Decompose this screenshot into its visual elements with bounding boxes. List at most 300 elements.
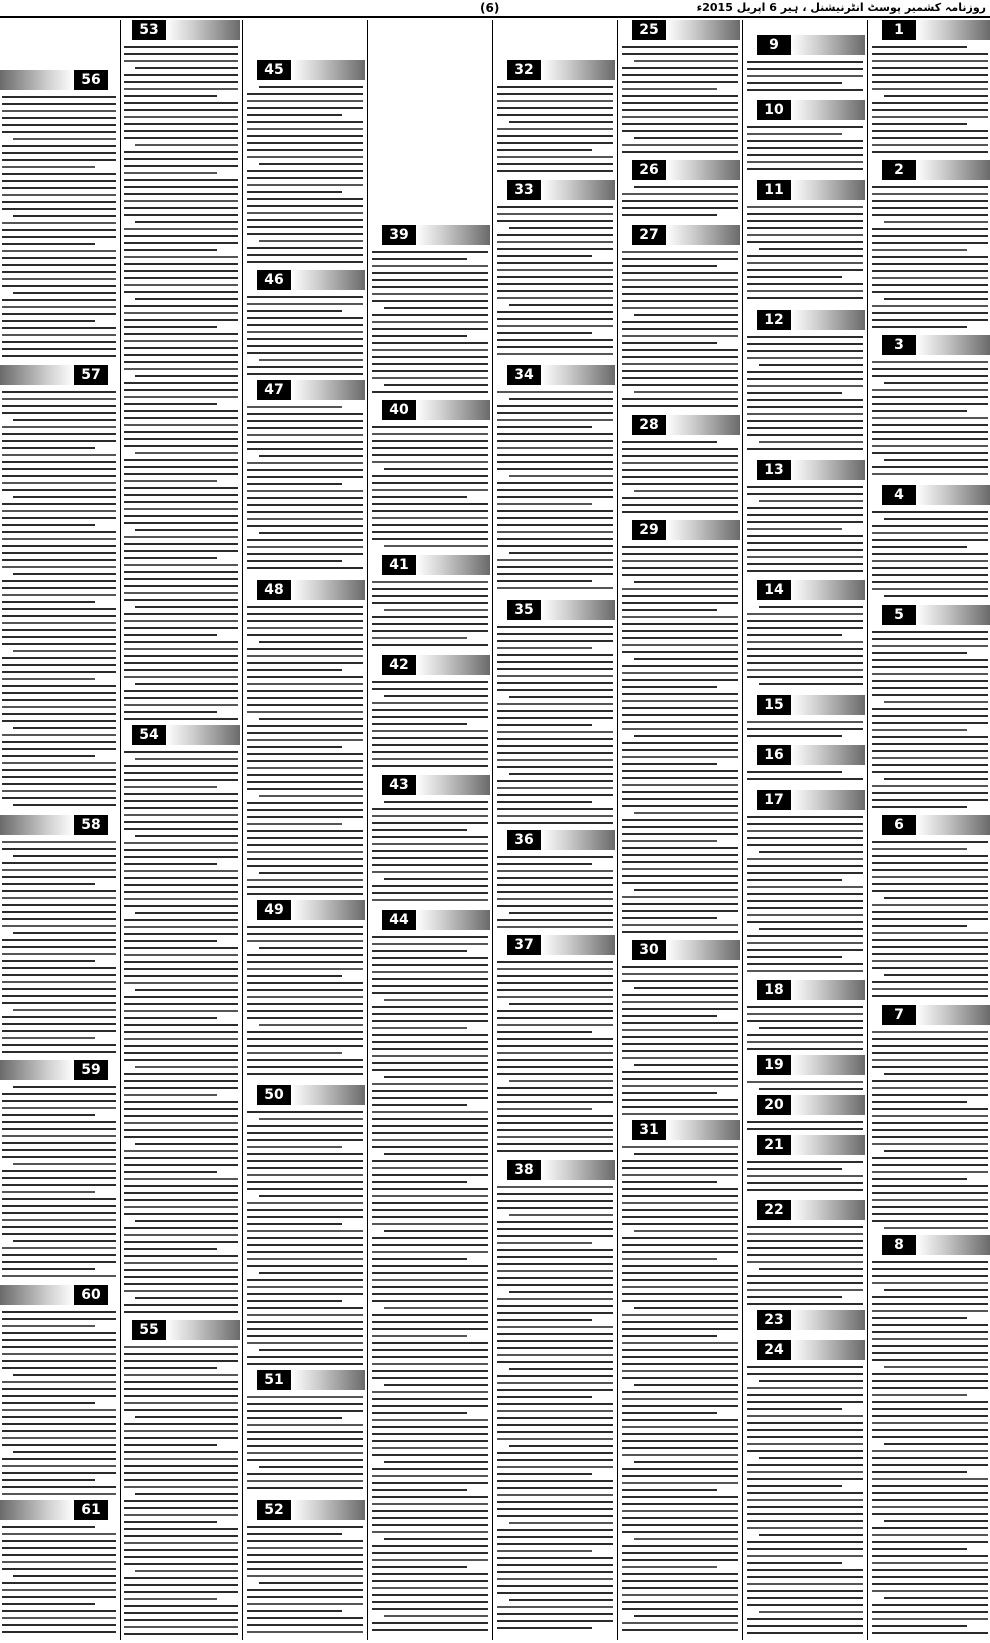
text-line: [747, 907, 863, 909]
text-line: [124, 1479, 238, 1481]
text-line: [247, 954, 363, 956]
text-line: [124, 508, 238, 510]
news-column: [620, 20, 740, 1640]
text-line: [247, 560, 342, 562]
text-line: [372, 1202, 488, 1204]
text-line: [372, 1426, 488, 1428]
news-item: [122, 725, 240, 1320]
text-line: [872, 588, 988, 590]
text-line: [622, 1015, 717, 1017]
text-line: [384, 468, 488, 470]
text-line: [124, 137, 238, 139]
text-line: [622, 1321, 738, 1323]
text-line: [747, 778, 863, 780]
text-line: [497, 1228, 613, 1230]
text-line: [872, 532, 988, 534]
text-line: [747, 1366, 863, 1368]
column-divider: [867, 20, 868, 1640]
news-item: [620, 415, 740, 520]
text-line: [124, 431, 238, 433]
item-number: 39: [382, 225, 416, 245]
text-line: [247, 156, 363, 158]
text-line: [247, 226, 363, 228]
text-line: [372, 300, 488, 302]
text-line: [872, 466, 988, 468]
text-line: [622, 1113, 738, 1115]
body-text-lines: [622, 1146, 738, 1640]
text-line: [124, 1276, 238, 1278]
text-line: [634, 1615, 738, 1617]
item-number-tag: [257, 1370, 365, 1390]
text-line: [872, 925, 967, 927]
text-line: [124, 403, 217, 405]
text-line: [747, 1513, 863, 1515]
item-number-tag: [632, 160, 740, 180]
text-line: [124, 1486, 238, 1488]
text-line: [497, 919, 613, 921]
text-line: [872, 1373, 988, 1375]
text-line: [372, 1111, 488, 1113]
news-item: [370, 555, 490, 655]
body-text-lines: [747, 1121, 863, 1135]
gradient-bar-icon: [291, 1500, 365, 1520]
text-line: [247, 107, 363, 109]
text-line: [872, 1492, 988, 1494]
news-column: [122, 20, 240, 1640]
text-line: [872, 1268, 988, 1270]
text-line: [497, 454, 613, 456]
text-line: [2, 250, 116, 252]
text-line: [622, 1195, 738, 1197]
text-line: [622, 1349, 738, 1351]
item-number-tag: [882, 485, 990, 505]
text-line: [622, 349, 738, 351]
body-text-lines: [247, 606, 363, 900]
text-line: [622, 854, 738, 856]
text-line: [622, 693, 738, 695]
text-line: [622, 1468, 738, 1470]
text-line: [384, 1307, 488, 1309]
text-line: [497, 1319, 592, 1321]
text-line: [497, 1186, 613, 1188]
text-line: [2, 967, 116, 969]
text-line: [634, 987, 738, 989]
text-line: [2, 1353, 116, 1355]
text-line: [497, 1143, 613, 1145]
text-line: [2, 1311, 116, 1313]
text-line: [622, 455, 738, 457]
text-line: [124, 228, 238, 230]
text-line: [622, 1188, 738, 1190]
text-line: [872, 932, 988, 934]
text-line: [2, 911, 116, 913]
text-line: [747, 1289, 863, 1291]
text-line: [872, 729, 967, 731]
text-line: [372, 370, 488, 372]
text-line: [2, 706, 116, 708]
text-line: [622, 1244, 738, 1246]
text-line: [124, 361, 238, 363]
item-number: 3: [882, 335, 916, 355]
text-line: [497, 898, 613, 900]
text-line: [124, 312, 238, 314]
text-line: [497, 745, 613, 747]
text-line: [2, 904, 116, 906]
text-line: [247, 760, 363, 762]
text-line: [747, 1436, 863, 1438]
text-line: [124, 1556, 238, 1558]
text-line: [872, 687, 988, 689]
text-line: [372, 688, 488, 690]
text-line: [2, 559, 116, 561]
text-line: [872, 431, 988, 433]
text-line: [497, 1052, 613, 1054]
text-line: [497, 587, 613, 589]
text-line: [372, 1363, 488, 1365]
text-line: [2, 517, 116, 519]
text-line: [2, 355, 116, 357]
text-line: [372, 885, 488, 887]
text-line: [747, 942, 863, 944]
text-line: [747, 140, 863, 142]
text-line: [372, 363, 488, 365]
text-line: [372, 1300, 488, 1302]
text-line: [872, 1303, 988, 1305]
text-line: [497, 276, 613, 278]
text-line: [2, 1226, 116, 1228]
text-line: [259, 641, 363, 643]
text-line: [2, 862, 116, 864]
text-line: [622, 791, 738, 793]
text-line: [372, 1020, 488, 1022]
text-line: [497, 1508, 613, 1510]
text-line: [872, 981, 988, 983]
text-line: [497, 1010, 613, 1012]
text-line: [247, 338, 363, 340]
text-line: [247, 753, 363, 755]
text-line: [247, 331, 363, 333]
text-line: [497, 982, 613, 984]
text-line: [124, 898, 238, 900]
text-line: [124, 1360, 238, 1362]
text-line: [259, 795, 363, 797]
text-line: [622, 1426, 738, 1428]
text-line: [247, 1480, 363, 1482]
text-line: [622, 1160, 738, 1162]
text-line: [13, 1086, 116, 1088]
body-text-lines: [497, 1186, 613, 1640]
text-line: [372, 1013, 488, 1015]
text-line: [2, 180, 116, 182]
text-line: [135, 452, 238, 454]
news-item: [370, 400, 490, 555]
text-line: [497, 1038, 613, 1040]
text-line: [622, 102, 738, 104]
text-line: [2, 1339, 116, 1341]
item-number-tag: [757, 460, 865, 480]
item-number-tag: [507, 1160, 615, 1180]
text-line: [247, 1321, 363, 1323]
text-line: [747, 1618, 863, 1620]
text-line: [124, 1206, 238, 1208]
text-line: [872, 560, 988, 562]
text-line: [124, 968, 238, 970]
text-line: [497, 766, 613, 768]
text-line: [372, 985, 488, 987]
item-number-tag: [757, 1310, 865, 1330]
text-line: [124, 1073, 238, 1075]
text-line: [622, 1300, 738, 1302]
text-line: [622, 81, 738, 83]
text-line: [259, 359, 363, 361]
text-line: [247, 1410, 363, 1412]
text-line: [124, 179, 238, 181]
text-line: [372, 751, 488, 753]
text-line: [622, 1601, 738, 1603]
text-line: [247, 1167, 363, 1169]
item-number-tag: [632, 20, 740, 40]
text-line: [747, 816, 863, 818]
news-item: [245, 580, 365, 900]
text-line: [759, 1027, 863, 1029]
gradient-bar-icon: [541, 1160, 615, 1180]
text-line: [872, 1548, 967, 1550]
text-line: [259, 1466, 363, 1468]
text-line: [872, 1101, 967, 1103]
item-number-tag: [257, 380, 365, 400]
text-line: [2, 841, 116, 843]
item-number: 33: [507, 180, 541, 200]
text-line: [2, 1100, 116, 1102]
text-line: [509, 227, 613, 229]
text-line: [747, 655, 863, 657]
text-line: [372, 623, 488, 625]
text-line: [2, 159, 116, 161]
text-line: [2, 734, 116, 736]
text-line: [497, 863, 592, 865]
text-line: [634, 581, 738, 583]
text-line: [372, 737, 488, 739]
text-line: [622, 1265, 738, 1267]
text-line: [2, 187, 116, 189]
text-line: [622, 1496, 738, 1498]
gradient-bar-icon: [791, 980, 865, 1000]
text-line: [747, 154, 863, 156]
text-line: [759, 1534, 863, 1536]
text-line: [2, 1416, 116, 1418]
text-line: [622, 665, 738, 667]
text-line: [247, 1575, 363, 1577]
text-line: [622, 1342, 738, 1344]
text-line: [372, 1237, 488, 1239]
news-item: [245, 1370, 365, 1500]
text-line: [372, 1356, 488, 1358]
text-line: [497, 468, 613, 470]
body-text-lines: [372, 801, 488, 910]
text-line: [872, 911, 988, 913]
gradient-bar-icon: [0, 70, 74, 90]
text-line: [884, 778, 988, 780]
item-number: 49: [257, 900, 291, 920]
text-line: [124, 1563, 238, 1565]
text-line: [622, 1216, 738, 1218]
text-line: [247, 1445, 363, 1447]
text-line: [622, 504, 738, 506]
text-line: [2, 1093, 116, 1095]
item-number-tag: [882, 335, 990, 355]
text-line: [497, 1024, 613, 1026]
text-line: [124, 1003, 238, 1005]
news-item: [495, 60, 615, 180]
text-line: [247, 1610, 342, 1612]
text-line: [872, 1164, 988, 1166]
text-line: [2, 755, 95, 757]
text-line: [124, 1311, 238, 1313]
text-line: [759, 1457, 863, 1459]
text-line: [372, 943, 488, 945]
text-line: [747, 1541, 863, 1543]
body-text-lines: [497, 961, 613, 1160]
text-line: [372, 1195, 488, 1197]
text-line: [497, 419, 613, 421]
text-line: [124, 424, 238, 426]
text-line: [124, 270, 238, 272]
column-divider: [742, 20, 743, 1640]
item-number: 15: [757, 695, 791, 715]
text-line: [872, 375, 988, 377]
news-item: [745, 1200, 865, 1310]
text-line: [747, 728, 863, 730]
text-line: [247, 1459, 363, 1461]
text-line: [509, 475, 613, 477]
news-item: [870, 485, 990, 605]
text-line: [622, 46, 738, 48]
text-line: [259, 1195, 363, 1197]
text-line: [124, 158, 238, 160]
text-line: [872, 904, 988, 906]
text-line: [124, 1500, 238, 1502]
text-line: [124, 1080, 238, 1082]
text-line: [497, 206, 613, 208]
news-item: [0, 365, 118, 815]
item-number: 26: [632, 160, 666, 180]
text-line: [622, 1328, 738, 1330]
text-line: [634, 60, 738, 62]
text-line: [247, 413, 363, 415]
item-number-tag: [132, 20, 240, 40]
text-line: [124, 1262, 238, 1264]
text-line: [497, 1627, 592, 1629]
text-line: [509, 1522, 613, 1524]
text-line: [872, 631, 988, 633]
text-line: [622, 868, 738, 870]
text-line: [497, 717, 613, 719]
text-line: [124, 1584, 238, 1586]
text-line: [622, 398, 738, 400]
text-line: [622, 462, 738, 464]
body-text-lines: [2, 96, 116, 365]
item-number-tag: [132, 725, 240, 745]
text-line: [372, 808, 488, 810]
text-line: [372, 1069, 488, 1071]
text-line: [124, 305, 238, 307]
text-line: [135, 606, 238, 608]
text-line: [247, 525, 363, 527]
text-line: [124, 340, 238, 342]
text-line: [247, 809, 363, 811]
text-line: [2, 1596, 116, 1598]
text-line: [747, 406, 863, 408]
text-line: [372, 1524, 488, 1526]
text-line: [372, 595, 488, 597]
text-line: [497, 794, 613, 796]
text-line: [497, 822, 613, 824]
text-line: [622, 151, 738, 153]
text-line: [372, 1097, 488, 1099]
text-line: [497, 640, 613, 642]
text-line: [247, 926, 363, 928]
text-line: [759, 683, 863, 685]
text-line: [384, 307, 488, 309]
text-line: [497, 269, 613, 271]
text-line: [622, 994, 738, 996]
text-line: [747, 837, 863, 839]
item-number-tag: [757, 1200, 865, 1220]
text-line: [622, 861, 738, 863]
text-line: [872, 1604, 988, 1606]
text-line: [622, 1552, 738, 1554]
text-line: [747, 378, 863, 380]
text-line: [747, 255, 863, 257]
column-divider: [242, 20, 243, 1640]
text-line: [372, 1125, 488, 1127]
text-line: [497, 1101, 613, 1103]
text-line: [622, 980, 738, 982]
text-line: [747, 1240, 863, 1242]
text-line: [622, 749, 738, 751]
item-number-tag: [757, 1055, 865, 1075]
text-line: [247, 1017, 363, 1019]
text-line: [747, 865, 863, 867]
text-line: [247, 198, 363, 200]
text-line: [247, 427, 363, 429]
body-text-lines: [124, 1346, 238, 1640]
text-line: [747, 858, 863, 860]
text-line: [747, 1604, 863, 1606]
text-line: [135, 989, 238, 991]
text-line: [759, 248, 863, 250]
text-line: [497, 1571, 613, 1573]
text-line: [747, 1282, 863, 1284]
text-line: [124, 1171, 217, 1173]
text-line: [247, 746, 342, 748]
text-line: [872, 553, 988, 555]
page-header: [0, 0, 990, 18]
text-line: [2, 1318, 116, 1320]
text-line: [124, 1346, 238, 1348]
text-line: [497, 1031, 592, 1033]
text-line: [872, 410, 967, 412]
text-line: [872, 722, 988, 724]
text-line: [247, 676, 363, 678]
text-line: [872, 270, 988, 272]
text-line: [124, 46, 238, 48]
news-item: [745, 790, 865, 980]
text-line: [509, 398, 613, 400]
text-line: [872, 939, 988, 941]
text-line: [747, 886, 863, 888]
text-line: [497, 405, 613, 407]
